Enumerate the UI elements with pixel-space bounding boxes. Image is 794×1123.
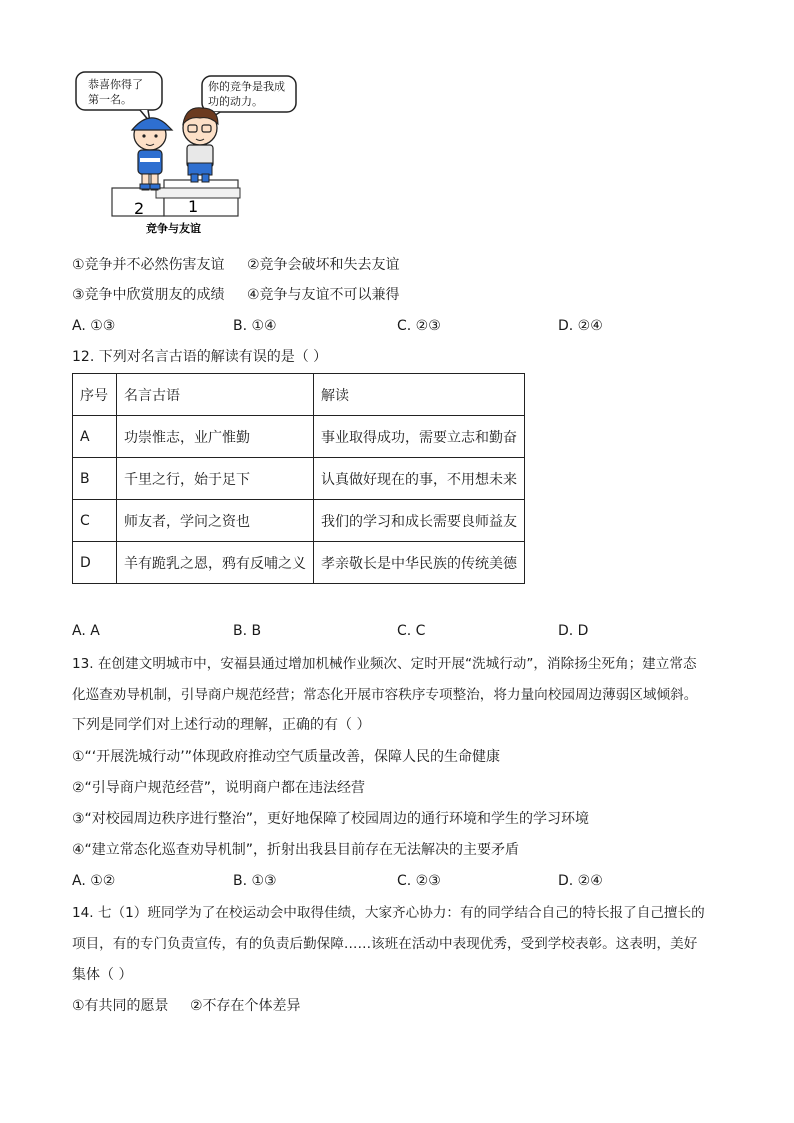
podium-number-2: 2	[134, 199, 145, 218]
q13-option-b: B. ①③	[233, 873, 277, 889]
table-cell: 羊有跪乳之恩，鸦有反哺之义	[117, 542, 314, 584]
q12-table	[72, 373, 525, 584]
q12-option-a: A. A	[72, 623, 100, 639]
table-row	[73, 458, 525, 500]
bubble-right-line2: 功的动力。	[208, 95, 263, 108]
q11-option-d: D. ②④	[558, 318, 603, 334]
q13-statement-4: ④“建立常态化巡查劝导机制”，折射出我县目前存在无法解决的主要矛盾	[72, 842, 520, 858]
table-cell: A	[73, 416, 117, 458]
q14-statement-2: ②不存在个体差异	[190, 998, 301, 1014]
q13-option-a: A. ①②	[72, 873, 116, 889]
table-row	[73, 500, 525, 542]
q11-statement-3: ③竞争中欣赏朋友的成绩	[72, 287, 225, 303]
q13-statement-3: ③“对校园周边秩序进行整治”，更好地保障了校园周边的通行环境和学生的学习环境	[72, 811, 590, 827]
table-header-cell: 解读	[314, 374, 525, 416]
q12-option-b: B. B	[233, 623, 262, 639]
q11-option-c: C. ②③	[397, 318, 441, 334]
bubble-right-line1: 你的竞争是我成	[208, 80, 285, 93]
table-cell: 功崇惟志，业广惟勤	[117, 416, 314, 458]
table-cell: 认真做好现在的事，不用想未来	[314, 458, 525, 500]
q14-stem-line1: 14. 七（1）班同学为了在校运动会中取得佳绩，大家齐心协力：有的同学结合自己的特长报了自己擅长的	[72, 905, 705, 921]
q14-stem-line3: 集体（ ）	[72, 967, 133, 983]
table-row	[73, 542, 525, 584]
table-header-cell: 序号	[73, 374, 117, 416]
bubble-left-line2: 第一名。	[88, 93, 132, 106]
q12-option-c: C. C	[397, 623, 426, 639]
table-cell: C	[73, 500, 117, 542]
boy-blue-cap	[132, 118, 172, 190]
q14-stem-line2: 项目，有的专门负责宣传，有的负责后勤保障……该班在活动中表现优秀，受到学校表彰。这表明，美好	[72, 936, 698, 952]
q11-statement-1: ①竞争并不必然伤害友谊	[72, 257, 225, 273]
q13-statement-1: ①“‘开展洗城行动’”体现政府推动空气质量改善，保障人民的生命健康	[72, 749, 500, 765]
table-cell: 师友者，学问之资也	[117, 500, 314, 542]
boy-glasses	[183, 108, 218, 182]
q14-statement-1: ①有共同的愿景	[72, 998, 169, 1014]
q11-option-a: A. ①③	[72, 318, 116, 334]
q11-option-b: B. ①④	[233, 318, 277, 334]
q13-stem-line3: 下列是同学们对上述行动的理解，正确的有（ ）	[72, 717, 371, 733]
q13-stem-line2: 化巡查劝导机制，引导商户规范经营；常态化开展市容秩序专项整治，将力量向校园周边薄弱区域倾斜。	[72, 687, 698, 703]
illustration-caption: 竞争与友谊	[146, 222, 201, 235]
q13-statement-2: ②“引导商户规范经营”，说明商户都在违法经营	[72, 780, 366, 796]
q13-option-d: D. ②④	[558, 873, 603, 889]
table-cell: B	[73, 458, 117, 500]
q11-statement-4: ④竞争与友谊不可以兼得	[247, 287, 400, 303]
table-header-row	[73, 374, 525, 416]
competition-friendship-illustration	[70, 68, 310, 238]
table-cell: 事业取得成功，需要立志和勤奋	[314, 416, 525, 458]
table-cell: 我们的学习和成长需要良师益友	[314, 500, 525, 542]
q13-stem-line1: 13. 在创建文明城市中，安福县通过增加机械作业频次、定时开展“洗城行动”，消除扬尘死角；建立常态	[72, 656, 697, 672]
podium-number-1: 1	[188, 197, 199, 216]
bubble-left-line1: 恭喜你得了	[88, 78, 143, 91]
table-cell: 孝亲敬长是中华民族的传统美德	[314, 542, 525, 584]
table-cell: D	[73, 542, 117, 584]
q12-stem: 12. 下列对名言古语的解读有误的是（ ）	[72, 349, 328, 365]
cartoon-figure	[70, 68, 310, 238]
q11-statement-2: ②竞争会破坏和失去友谊	[247, 257, 400, 273]
table-cell: 千里之行，始于足下	[117, 458, 314, 500]
table-row	[73, 416, 525, 458]
table-header-cell: 名言古语	[117, 374, 314, 416]
q13-option-c: C. ②③	[397, 873, 441, 889]
q12-option-d: D. D	[558, 623, 589, 639]
